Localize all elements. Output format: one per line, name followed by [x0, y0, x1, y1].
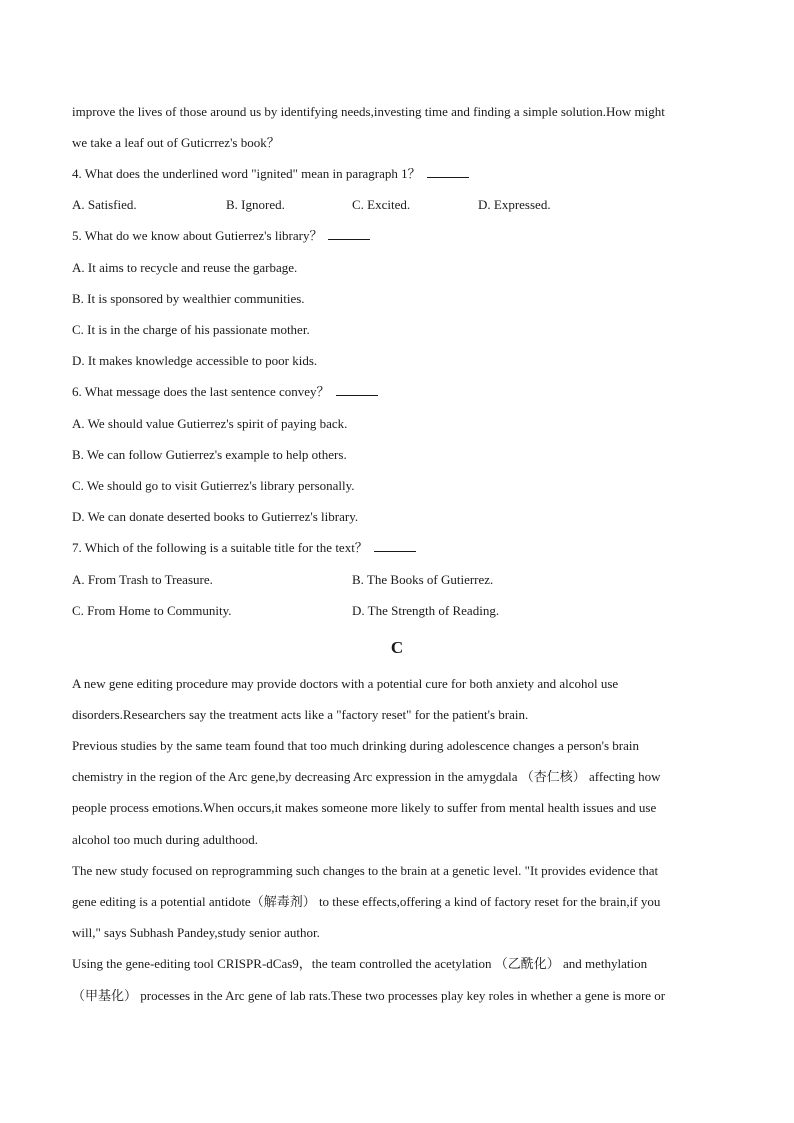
question-5-option-a: A. It aims to recycle and reuse the garbage. — [72, 260, 298, 275]
question-5-text: 5. What do we know about Gutierrez's library？ — [72, 228, 323, 243]
intro-line-1: improve the lives of those around us by identifying needs,investing time and finding a simple solution.How might — [72, 104, 665, 119]
question-5-option-d: D. It makes knowledge accessible to poor kids. — [72, 353, 318, 368]
question-7-text: 7. Which of the following is a suitable title for the text？ — [72, 540, 368, 555]
question-4-option-d: D. Expressed. — [478, 197, 551, 212]
passage-line: Previous studies by the same team found that too much drinking during adolescence changes a person's brain — [72, 738, 639, 753]
question-6-option-c: C. We should go to visit Gutierrez's library personally. — [72, 478, 355, 493]
section-c-heading: C — [390, 638, 404, 657]
question-5-stem — [72, 227, 722, 245]
answer-blank — [328, 227, 370, 240]
question-6-option-b: B. We can follow Gutierrez's example to help others. — [72, 447, 347, 462]
question-4-option-a: A. Satisfied. — [72, 197, 137, 212]
question-7-stem — [72, 539, 722, 557]
question-6-option-d: D. We can donate deserted books to Gutierrez's library. — [72, 509, 359, 524]
question-4-option-c: C. Excited. — [352, 197, 411, 212]
answer-blank — [374, 539, 416, 552]
passage-line: disorders.Researchers say the treatment acts like a "factory reset" for the patient's brain. — [72, 707, 529, 722]
passage-line: chemistry in the region of the Arc gene,by decreasing Arc expression in the amygdala （杏仁核） affecting how — [72, 769, 661, 784]
question-7-option-d: D. The Strength of Reading. — [352, 603, 500, 618]
answer-blank — [336, 383, 378, 396]
question-5-option-c: C. It is in the charge of his passionate mother. — [72, 322, 310, 337]
question-4-text: 4. What does the underlined word "ignited" mean in paragraph 1？ — [72, 166, 421, 181]
passage-line: A new gene editing procedure may provide doctors with a potential cure for both anxiety and alcohol use — [72, 676, 619, 691]
question-4-option-b: B. Ignored. — [226, 197, 285, 212]
question-6-text: 6. What message does the last sentence convey？ — [72, 384, 330, 399]
passage-line: will," says Subhash Pandey,study senior author. — [72, 925, 320, 940]
passage-line: Using the gene-editing tool CRISPR-dCas9，the team controlled the acetylation （乙酰化） and methylation — [72, 956, 648, 971]
question-6-option-a: A. We should value Gutierrez's spirit of paying back. — [72, 416, 348, 431]
passage-line: people process emotions.When occurs,it makes someone more likely to suffer from mental health issues and use — [72, 800, 657, 815]
question-7-option-c: C. From Home to Community. — [72, 603, 232, 618]
question-7-option-b: B. The Books of Gutierrez. — [352, 572, 494, 587]
question-4-stem — [72, 165, 722, 183]
question-7-option-a: A. From Trash to Treasure. — [72, 572, 213, 587]
passage-line: （甲基化） processes in the Arc gene of lab rats.These two processes play key roles in whether a gene is more or — [72, 988, 666, 1003]
question-6-stem — [72, 383, 722, 401]
passage-line: alcohol too much during adulthood. — [72, 832, 258, 847]
intro-line-2: we take a leaf out of Guticrrez's book？ — [72, 135, 280, 150]
answer-blank — [427, 165, 469, 178]
passage-line: gene editing is a potential antidote（解毒剂） to these effects,offering a kind of factory reset for the brain,if you — [72, 894, 661, 909]
question-5-option-b: B. It is sponsored by wealthier communities. — [72, 291, 305, 306]
passage-line: The new study focused on reprogramming such changes to the brain at a genetic level. "It provides evidence that — [72, 863, 659, 878]
